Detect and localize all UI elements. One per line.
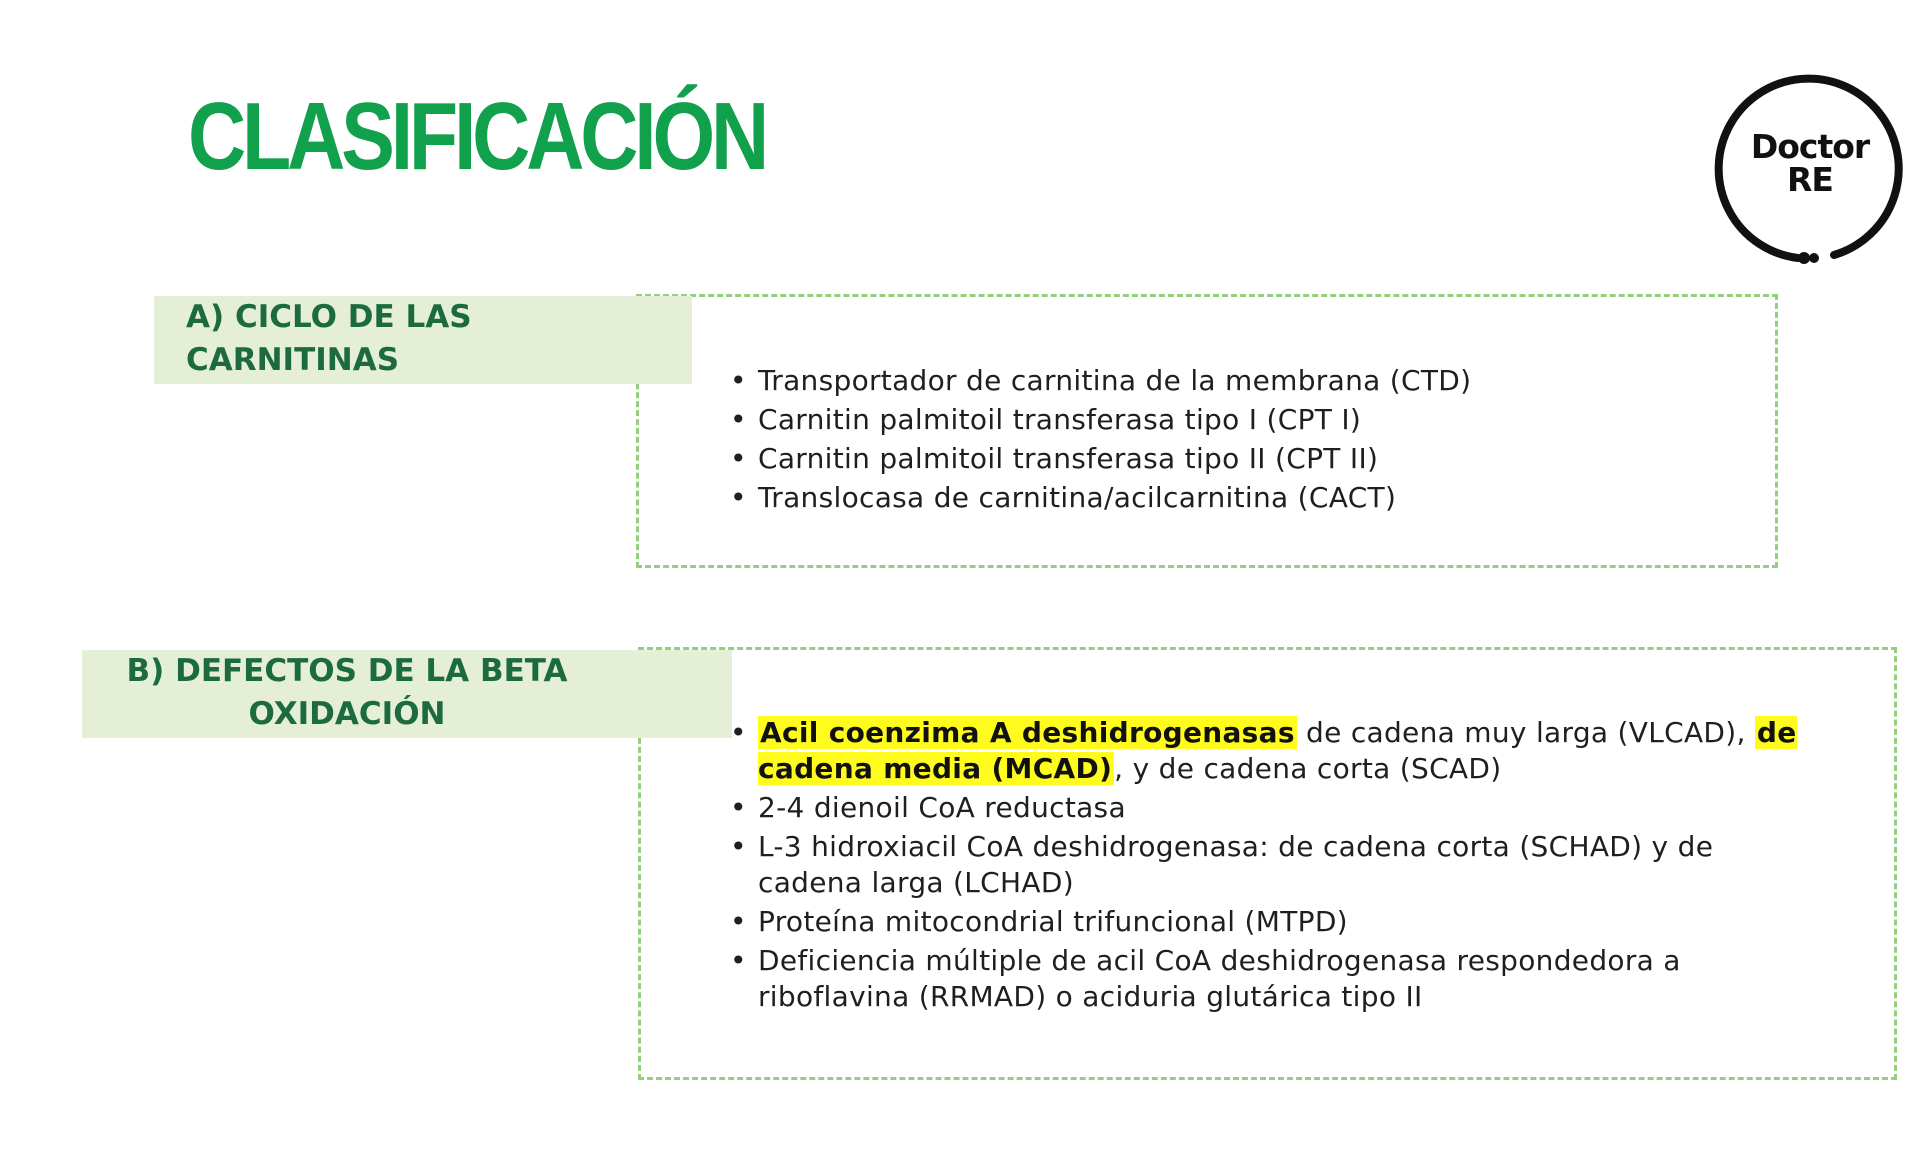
list-item-text: Carnitin palmitoil transferasa tipo I (CPT I) [758, 403, 1362, 436]
section-b-label-line-1: B) DEFECTOS DE LA BETA [126, 653, 568, 689]
logo-text [1712, 127, 1908, 199]
list-item-text: 2-4 dienoil CoA reductasa [758, 791, 1126, 824]
doctor-re-logo [1712, 70, 1908, 266]
list-item [730, 439, 1750, 478]
bullet-icon: • [730, 716, 747, 749]
list-item [730, 400, 1750, 439]
logo-line-2: RE [1787, 160, 1833, 199]
section-b-label [82, 650, 732, 738]
bullet-icon: • [730, 830, 747, 863]
list-item-text: , y de cadena corta (SCAD) [1114, 752, 1502, 785]
bullet-icon: • [730, 944, 747, 977]
section-a-label [154, 296, 692, 384]
list-item [730, 478, 1750, 517]
list-item-text: Carnitin palmitoil transferasa tipo II (CPT II) [758, 442, 1379, 475]
logo-line-1: Doctor [1750, 127, 1870, 166]
page-title: CLASIFICACIÓN [188, 83, 766, 190]
bullet-icon: • [730, 791, 747, 824]
highlight-text: de cadena media (MCAD) [758, 716, 1797, 785]
list-item [730, 829, 1810, 901]
list-item-text: Transportador de carnitina de la membrana (CTD) [758, 364, 1472, 397]
section-a-label-line-1: A) CICLO DE LAS [186, 299, 472, 335]
list-item-text: L-3 hidroxiacil CoA deshidrogenasa: de cadena corta (SCHAD) y de cadena larga (LCHAD) [758, 830, 1714, 899]
list-item-text: Deficiencia múltiple de acil CoA deshidrogenasa respondedora a riboflavina (RRMAD) o aciduria glutárica tipo II [758, 944, 1681, 1013]
highlight-text: Acil coenzima A deshidrogenasas [760, 716, 1295, 749]
bullet-icon: • [730, 481, 747, 514]
section-b-list [730, 715, 1810, 1018]
section-a-list [730, 361, 1750, 517]
list-item [730, 943, 1810, 1015]
bullet-icon: • [730, 364, 747, 397]
section-a-label-line-2: CARNITINAS [186, 342, 400, 378]
list-item [730, 790, 1810, 826]
bullet-icon: • [730, 442, 747, 475]
list-item [730, 361, 1750, 400]
list-item-text: de cadena muy larga (VLCAD), [1296, 716, 1755, 749]
bullet-icon: • [730, 403, 747, 436]
list-item-text: Proteína mitocondrial trifuncional (MTPD) [758, 905, 1348, 938]
list-item [730, 715, 1810, 787]
section-b-label-line-2: OXIDACIÓN [248, 696, 446, 732]
bullet-icon: • [730, 905, 747, 938]
list-item [730, 904, 1810, 940]
list-item-text: Translocasa de carnitina/acilcarnitina (CACT) [758, 481, 1397, 514]
